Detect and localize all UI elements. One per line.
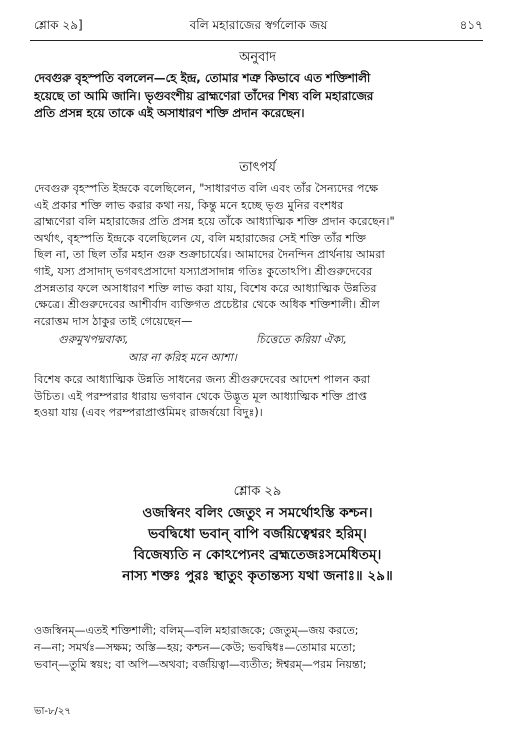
purport-line: ক্ষেত্রে। শ্রীগুরুদেবের আশীর্বাদ ব্যক্তিগত প্রচেষ্টার থেকে অধিক শক্তিশালী। শ্রীল [34, 298, 380, 312]
purport-text [34, 181, 481, 330]
translation-text [34, 70, 481, 123]
purport-line: অর্থাৎ, বৃহস্পতি ইন্দ্রকে বলেছিলেন যে, বলি মহারাজের সেই শক্তি তাঁর শক্তি [34, 231, 367, 245]
page-footer-signature: ভা-৮/২৭ [34, 706, 71, 717]
purport-line: ব্রাহ্মণেরা বলি মহারাজের প্রতি প্রসন্ন হয়ে তাঁকে আধ্যাত্মিক শক্তি প্রদান করেছেন।" [34, 215, 395, 229]
purport-line: ছিল না, তা ছিল তাঁর মহান গুরু শুক্রাচার্যের। আমাদের দৈনন্দিন প্রার্থনায় আমরা [34, 248, 385, 262]
purport-line: প্রসন্নতার ফলে অসাধারণ শক্তি লাভ করা যায়, বিশেষ করে আধ্যাত্মিক উন্নতির [34, 281, 377, 295]
synonym-line: ওজস্বিনম্—এতই শক্তিশালী; বলিম্—বলি মহারাজকে; জেতুম্—জয় করতে; [34, 624, 359, 637]
running-header [34, 14, 483, 36]
synonym-line: ভবান্—তুমি স্বয়ং; বা অপি—অথবা; বর্জয়িত্বা—ব্যতীত; ঈশ্বরম্—পরম নিয়ন্তা; [34, 658, 367, 671]
translation-line: প্রতি প্রসন্ন হয়ে তাকে এই অসাধারণ শক্তি প্রদান করেছেন। [34, 106, 305, 121]
purport-line: গাই, যস্য প্রসাদাদ্ ভগবৎপ্রসাদো যস্যাপ্রসাদান্ন গতিঃ কুতোঽপি। শ্রীগুরুদেবের [34, 264, 373, 278]
purport-text-continued [34, 372, 481, 422]
verse-line: ওজস্বিনং বলিং জেতুং ন সমর্থোঽস্তি কশ্চন। [142, 505, 373, 521]
header-chapter-title: বলি মহারাজের স্বর্গলোক জয় [189, 18, 328, 32]
header-verse-number: শ্লোক ২৯] [34, 18, 83, 32]
verse-line: বিজেষ্যতি ন কোঽপ্যেনং ব্রহ্মতেজঃসমেধিতম্। [133, 547, 382, 563]
purport-line: হওয়া যায় (এবং পরম্পরাপ্রাপ্তমিমং রাজর্ষয়ো বিদুঃ)। [34, 406, 263, 420]
song-line-2: আর না করিহ মনে আশা। [128, 351, 237, 364]
verse-line: ভবদ্বিধো ভবান্ বাপি বর্জয়িত্বেশ্বরং হরিম্। [148, 526, 367, 542]
song-line-1-right: চিত্তেতে করিয়া ঐক্য, [256, 333, 347, 346]
purport-line: দেবগুরু বৃহস্পতি ইন্দ্রকে বলেছিলেন, "সাধারণত বলি এবং তাঁর সৈন্যদের পক্ষে [34, 182, 379, 195]
purport-line: উচিত। এই পরম্পরার ধারায় ভগবান থেকে উদ্ভূত মূল আধ্যাত্মিক শক্তি প্রাপ্ত [34, 389, 367, 403]
song-line-1-left: গুরুমুখপদ্মবাক্য, [58, 333, 129, 346]
purport-line: নরোত্তম দাস ঠাকুর তাই গেয়েছেন— [34, 314, 193, 328]
purport-line: এই প্রকার শক্তি লাভ করার কথা নয়, কিন্তু মনে হচ্ছে ভৃগু মুনির বংশধর [34, 198, 344, 212]
header-page-number: ৪১৭ [459, 18, 483, 32]
purport-heading: তাৎপর্য [239, 160, 276, 175]
verse-heading: শ্লোক ২৯ [233, 484, 282, 499]
purport-line: বিশেষ করে আধ্যাত্মিক উন্নতি সাধনের জন্য শ্রীগুরুদেবের আদেশ পালন করা [34, 373, 371, 386]
word-for-word-synonyms [34, 622, 481, 673]
sanskrit-verse [34, 503, 481, 587]
verse-line: নাস্য শক্তঃ পুরঃ স্থাতুং কৃতান্তস্য যথা জনাঃ॥ ২৯॥ [122, 568, 393, 584]
translation-line: দেবগুরু বৃহস্পতি বললেন—হে ইন্দ্র, তোমার শত্রু কিভাবে এত শক্তিশালী [34, 71, 371, 85]
translation-line: হয়েছে তা আমি জানি। ভৃগুবংশীয় ব্রাহ্মণেরা তাঁদের শিষ্য বলি মহারাজের [34, 88, 374, 103]
synonym-line: ন—না; সমর্থঃ—সক্ষম; অস্তি—হয়; কশ্চন—কেউ; ভবদ্বিধঃ—তোমার মতো; [34, 641, 356, 654]
translation-heading: অনুবাদ [239, 50, 276, 65]
header-rule [30, 40, 483, 41]
